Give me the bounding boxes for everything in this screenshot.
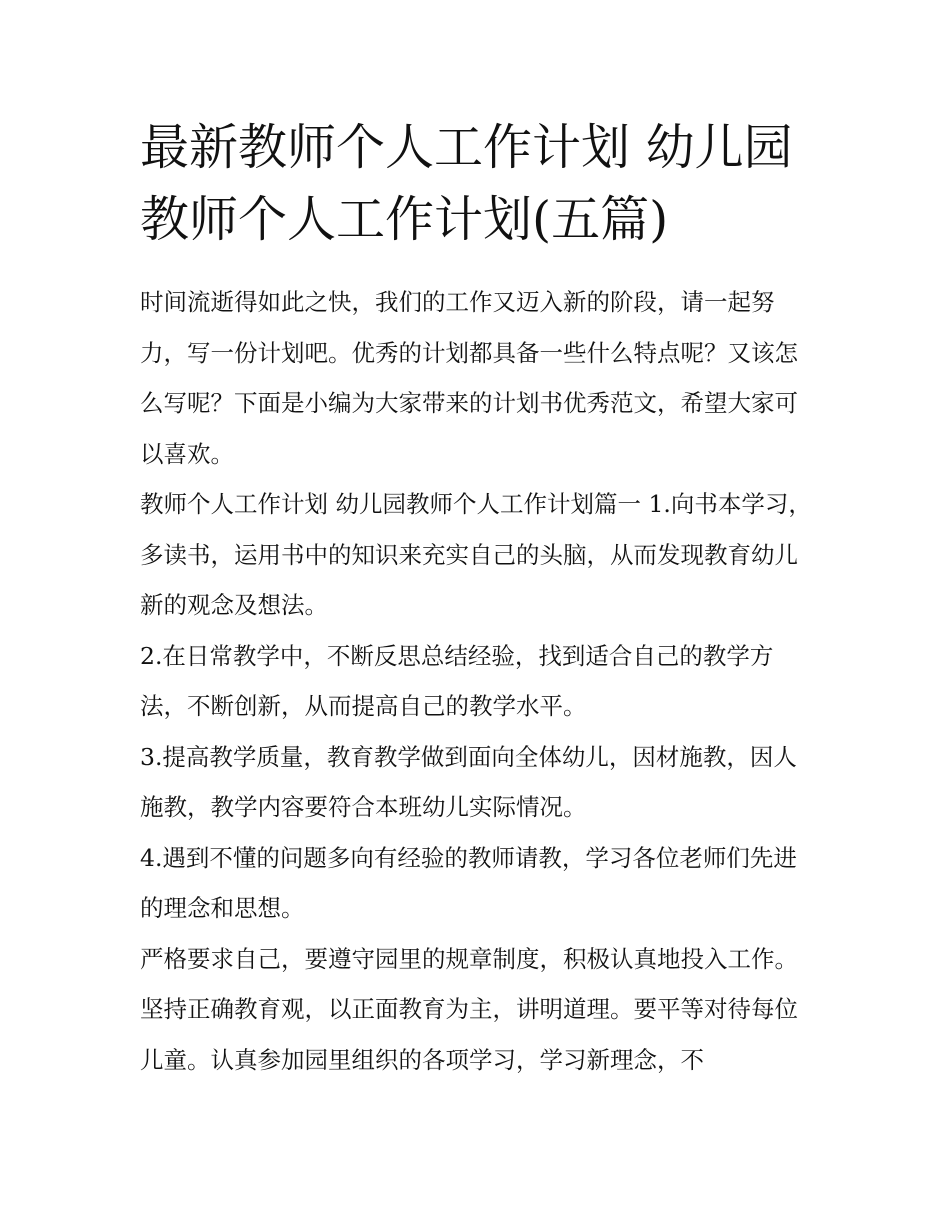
paragraph-item-4: 4.遇到不懂的问题多向有经验的教师请教，学习各位老师们先进的理念和思想。 (140, 843, 797, 922)
paragraph-discipline: 严格要求自己，要遵守园里的规章制度，积极认真地投入工作。坚持正确教育观，以正面教育为主，讲明道理。要平等对待每位儿童。认真参加园里组织的各项学习，学习新理念，不 (140, 944, 798, 1074)
paragraph-item-2: 2.在日常教学中，不断反思总结经验，找到适合自己的教学方法，不断创新，从而提高自己的教学水平。 (140, 641, 774, 720)
paragraph-intro: 时间流逝得如此之快，我们的工作又迈入新的阶段，请一起努力，写一份计划吧。优秀的计划都具备一些什么特点呢？又该怎么写呢？下面是小编为大家带来的计划书优秀范文，希望大家可以喜欢。 (140, 288, 798, 468)
paragraph-item-1: 教师个人工作计划 幼儿园教师个人工作计划篇一 1.向书本学习，多读书，运用书中的知识来充实自己的头脑，从而发现教育幼儿新的观念及想法。 (140, 490, 812, 619)
paragraph-item-3: 3.提高教学质量，教育教学做到面向全体幼儿，因材施教，因人施教，教学内容要符合本班幼儿实际情况。 (140, 742, 797, 821)
document-title: 最新教师个人工作计划 幼儿园教师个人工作计划(五篇) (140, 119, 793, 248)
document-body (140, 277, 820, 1085)
